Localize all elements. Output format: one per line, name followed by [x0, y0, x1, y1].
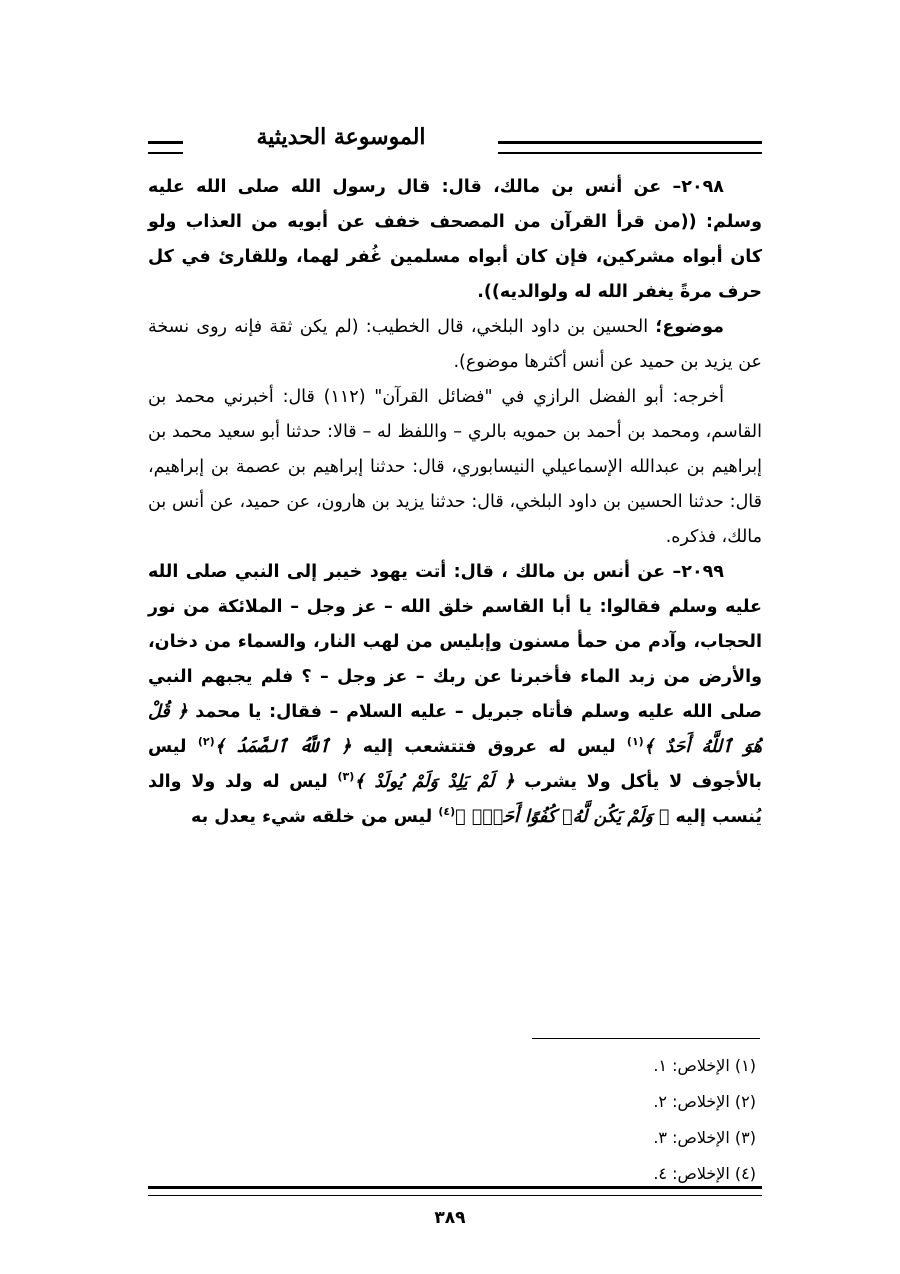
- hadith-2099-text-b: ليس له عروق فتتشعب إليه: [351, 737, 627, 757]
- quran-verse-1: ﴿ قُلْ هُوَ ٱللَّهُ أَحَدٌ ﴾: [148, 702, 763, 757]
- quran-verse-2: ﴿ ٱللَّهُ ٱلصَّمَدُ ﴾: [214, 737, 352, 757]
- footnote-4: (٤) الإخلاص: ٤.: [653, 1164, 756, 1183]
- hadith-2098-grade: [148, 310, 762, 380]
- footnote-ref-4: (٤): [438, 805, 456, 819]
- footnote-3: (٣) الإخلاص: ٣.: [653, 1128, 756, 1147]
- header-rule: [498, 141, 762, 154]
- quran-verse-4: ﴿ وَلَمْ يَكُن لَّهُۥ كُفُوًا أَحَدٌۢ ﴾: [455, 807, 670, 827]
- hadith-2099-text-e: ليس من خلقه شيء يعدل به: [190, 807, 439, 827]
- footnote-1: (١) الإخلاص: ١.: [653, 1056, 756, 1075]
- footnote-separator: [532, 1038, 760, 1039]
- footnote-ref-3: (٣): [337, 770, 355, 784]
- grade-label: موضوع؛: [655, 317, 724, 337]
- footer-rule: [148, 1186, 762, 1196]
- quran-verse-3: ﴿ لَمْ يَلِدْ وَلَمْ يُولَدْ ﴾: [354, 772, 515, 792]
- hadith-2099-text-d: ليس له ولد ولا والد يُنسب إليه: [148, 772, 762, 827]
- footnotes: [480, 1048, 756, 1192]
- page-number: ٣٨٩: [434, 1208, 466, 1228]
- hadith-2098-takhrij: أخرجه: أبو الفضل الرازي في "فضائل القرآن" (١١٢) قال: أخبرني محمد بن القاسم، ومحمد بن أحمد بن حمويه بالري – واللفظ له – قالا: حدثنا أبو سعيد محمد بن إبراهيم بن عبدالله الإسماعيلي النيسابوري، قال: حدثنا إبراهيم بن عصمة بن إبراهيم، قال: حدثنا الحسين بن داود البلخي، قال: حدثنا يزيد بن هارون، عن حميد، عن أنس بن مالك، فذكره.: [148, 387, 762, 547]
- hadith-2098: ٢٠٩٨– عن أنس بن مالك، قال: قال رسول الله صلى الله عليه وسلم: ((من قرأ القرآن من المصحف خفف عن أبويه من العذاب ولو كان أبواه مشركين، فإن كان أبواه مسلمين غُفر لهما، وللقارئ في كل حرف مرةً يغفر الله له ولوالديه)).: [148, 177, 762, 302]
- footnote-ref-2: (٢): [197, 735, 215, 749]
- hadith-2099: [148, 555, 762, 835]
- hadith-2099-text-c: ليس بالأجوف لا يأكل ولا يشرب: [148, 737, 763, 792]
- hadith-2099-text-a: ٢٠٩٩– عن أنس بن مالك ، قال: أتت يهود خيبر إلى النبي صلى الله عليه وسلم فقالوا: يا أبا القاسم خلق الله – عز وجل – الملائكة من نور الحجاب، وآدم من حمأ مسنون وإبليس من لهب النار، والسماء من دخان، والأرض من زبد الماء فأخبرنا عن ربك – عز وجل – ؟ فلم يجبهم النبي صلى الله عليه وسلم فأتاه جبريل – عليه السلام – فقال: يا محمد: [148, 562, 762, 722]
- book-title: الموسوعة الحديثية: [256, 124, 426, 150]
- footnote-ref-1: (١): [626, 735, 644, 749]
- running-header: [148, 124, 762, 154]
- footnote-2: (٢) الإخلاص: ٢.: [653, 1092, 756, 1111]
- main-text: [148, 170, 762, 835]
- header-rule-end: [148, 141, 183, 154]
- grade-text: الحسين بن داود البلخي، قال الخطيب: (لم يكن ثقة فإنه روى نسخة عن يزيد بن حميد عن أنس أكثرها موضوع).: [148, 317, 762, 372]
